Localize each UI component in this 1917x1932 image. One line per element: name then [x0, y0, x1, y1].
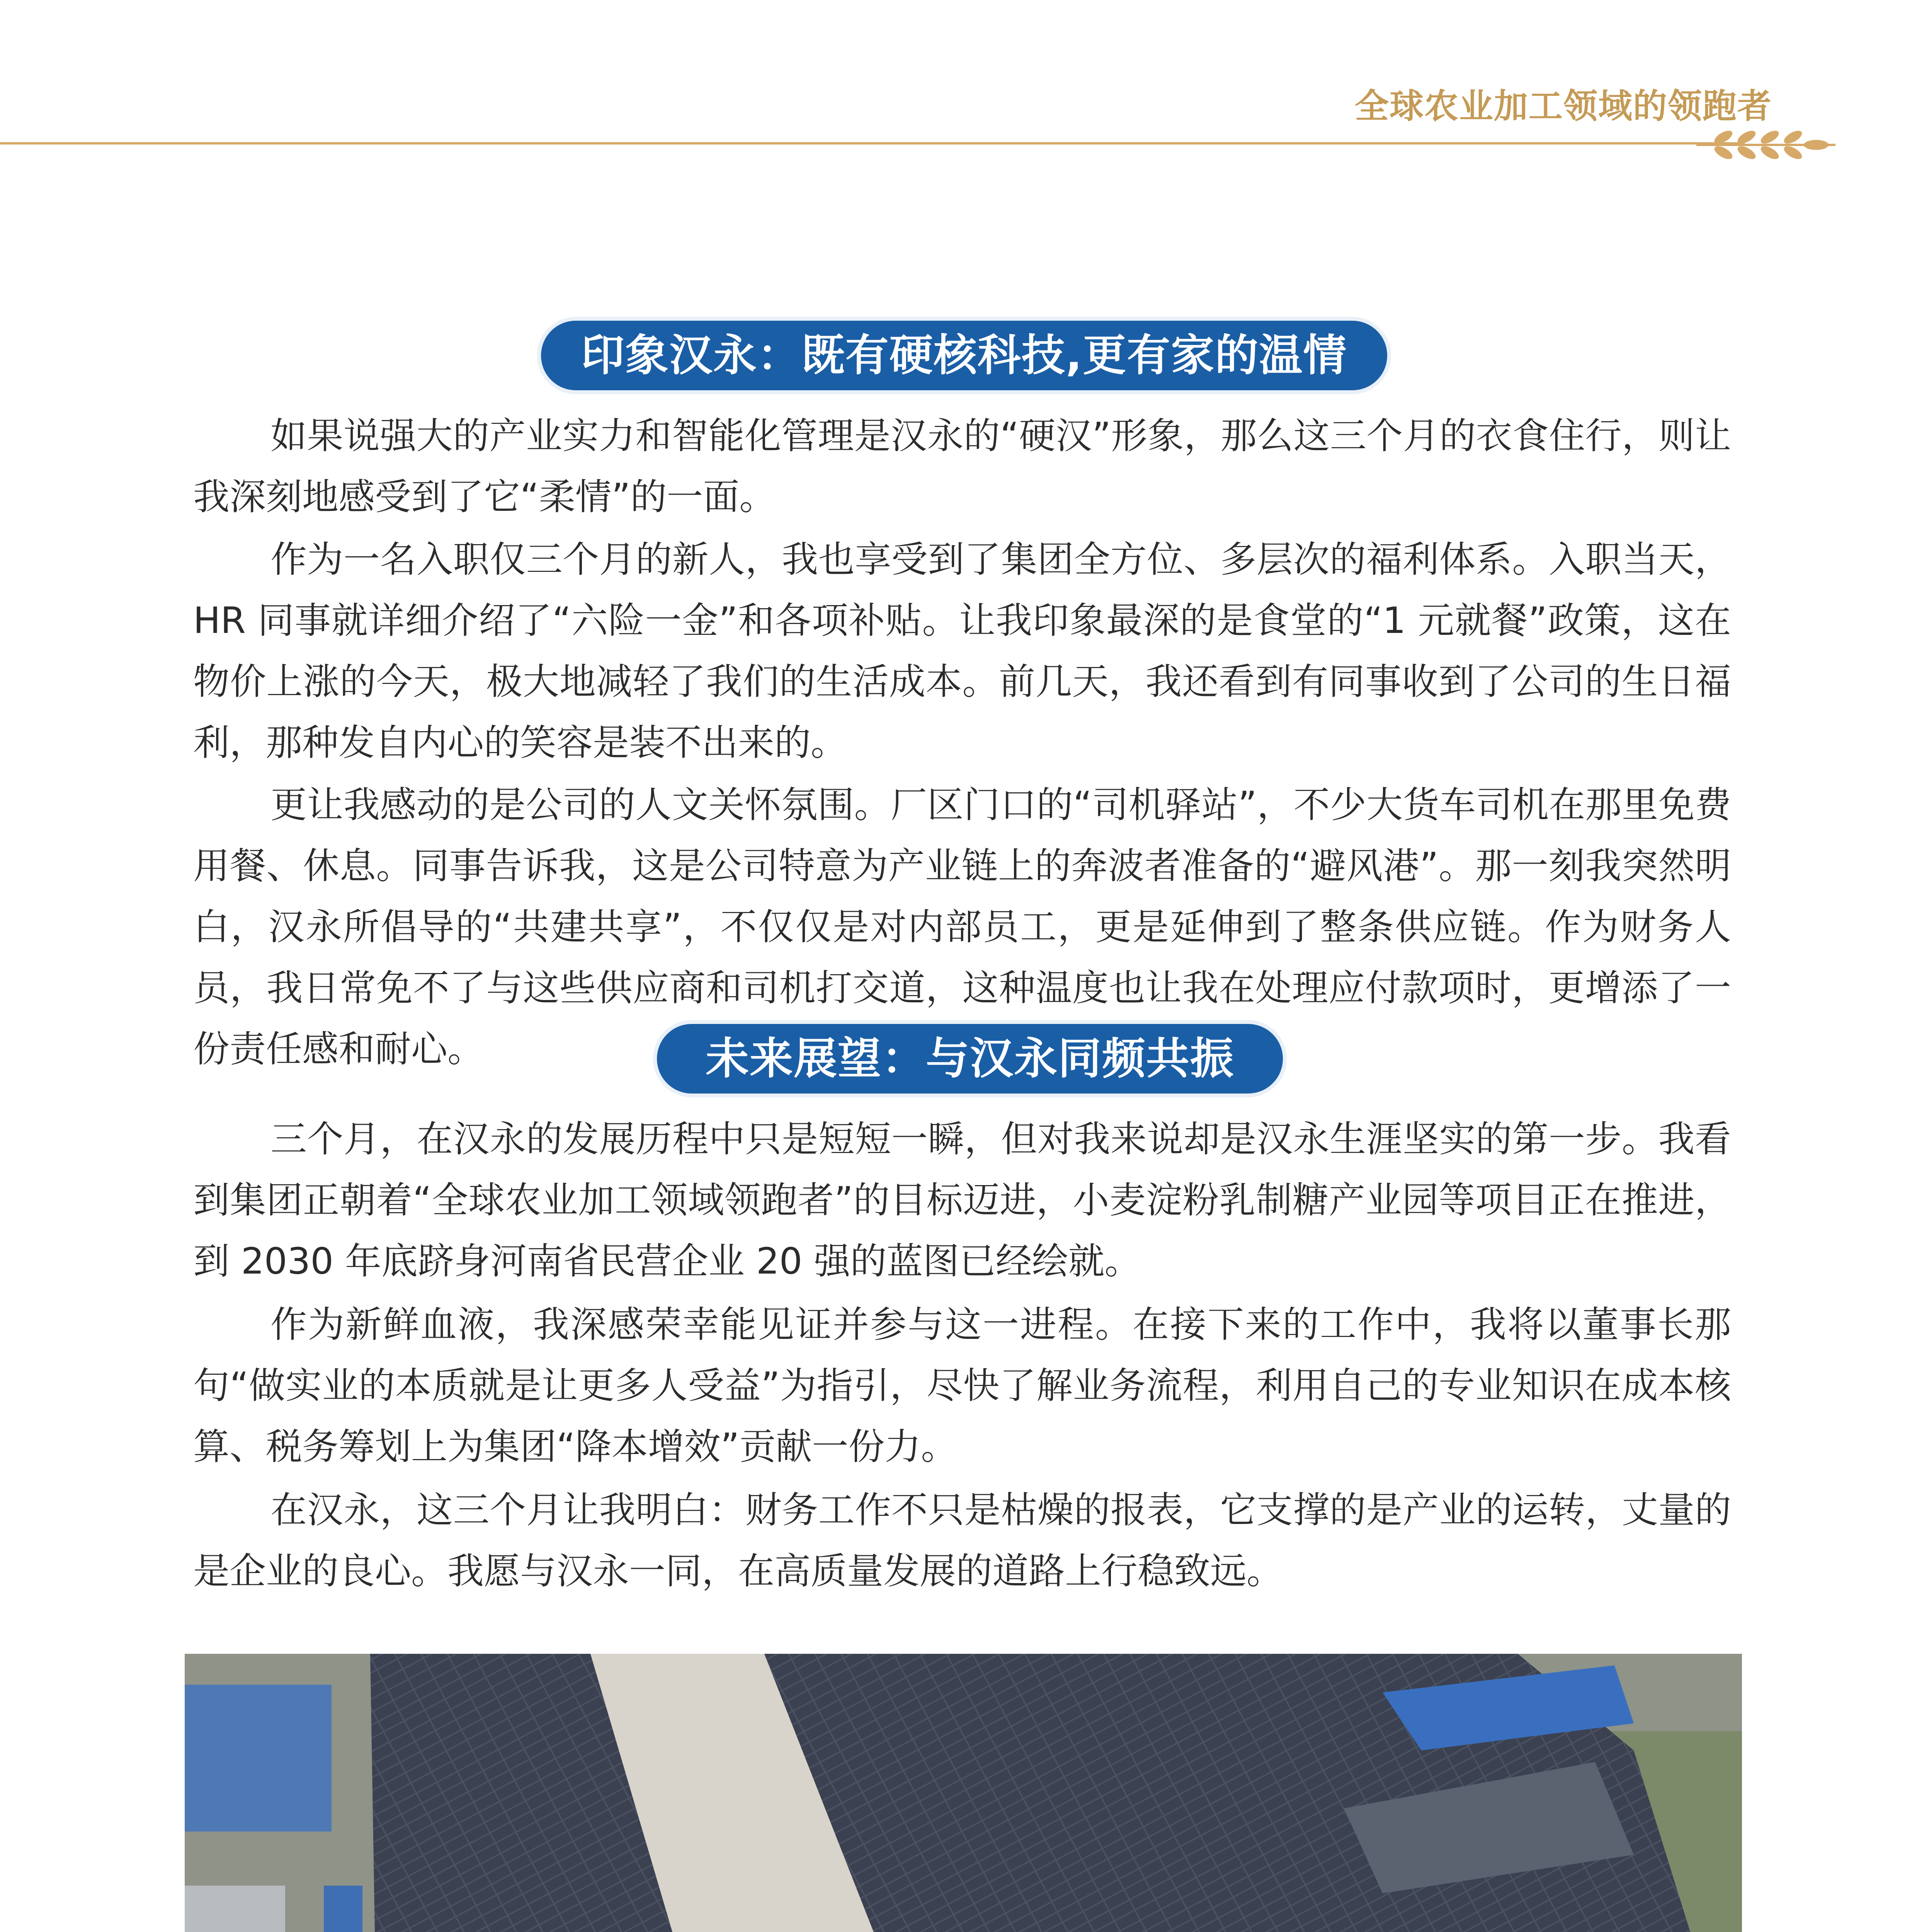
paragraph: 在汉永，这三个月让我明白：财务工作不只是枯燥的报表，它支撑的是产业的运转，丈量的是企业的良心。我愿与汉永一同，在高质量发展的道路上行稳致远。: [193, 1489, 1731, 1592]
aerial-factory-photo: [185, 1654, 1742, 1932]
paragraph: 作为新鲜血液，我深感荣幸能见证并参与这一进程。在接下来的工作中，我将以董事长那句“做实业的本质就是让更多人受益”为指引，尽快了解业务流程，利用自己的专业知识在成本核算、税务筹划上为集团“降本增效”贡献一份力。: [193, 1304, 1731, 1468]
wheat-icon: [1692, 116, 1839, 174]
header-divider: [0, 142, 1745, 145]
paragraph: 三个月，在汉永的发展历程中只是短短一瞬，但对我来说却是汉永生涯坚实的第一步。我看到集团正朝着“全球农业加工领域领跑者”的目标迈进，小麦淀粉乳制糖产业园等项目正在推进，到 2030 年底跻身河南省民营企业 20 强的蓝图已经绘就。: [193, 1118, 1731, 1282]
running-header-title: 全球农业加工领域的领跑者: [1354, 86, 1772, 126]
paragraph: 作为一名入职仅三个月的新人，我也享受到了集团全方位、多层次的福利体系。入职当天，HR 同事就详细介绍了“六险一金”和各项补贴。让我印象最深的是食堂的“1 元就餐”政策，这在物价上涨的今天，极大地减轻了我们的生活成本。前几天，我还看到有同事收到了公司的生日福利，那种发自内心的笑容是装不出来的。: [193, 539, 1731, 764]
section-heading-impression: 印象汉永：既有硬核科技,更有家的温情: [541, 321, 1387, 390]
paragraph: 更让我感动的是公司的人文关怀氛围。厂区门口的“司机驿站”，不少大货车司机在那里免费用餐、休息。同事告诉我，这是公司特意为产业链上的奔波者准备的“避风港”。那一刻我突然明白，汉永所倡导的“共建共享”，不仅仅是对内部员工，更是延伸到了整条供应链。作为财务人员，我日常免不了与这些供应商和司机打交道，这种温度也让我在处理应付款项时，更增添了一份责任感和耐心。: [193, 784, 1731, 1070]
section-heading-outlook: 未来展望：与汉永同频共振: [657, 1024, 1283, 1094]
paragraph: 如果说强大的产业实力和智能化管理是汉永的“硬汉”形象，那么这三个月的衣食住行，则让我深刻地感受到了它“柔情”的一面。: [193, 415, 1731, 518]
